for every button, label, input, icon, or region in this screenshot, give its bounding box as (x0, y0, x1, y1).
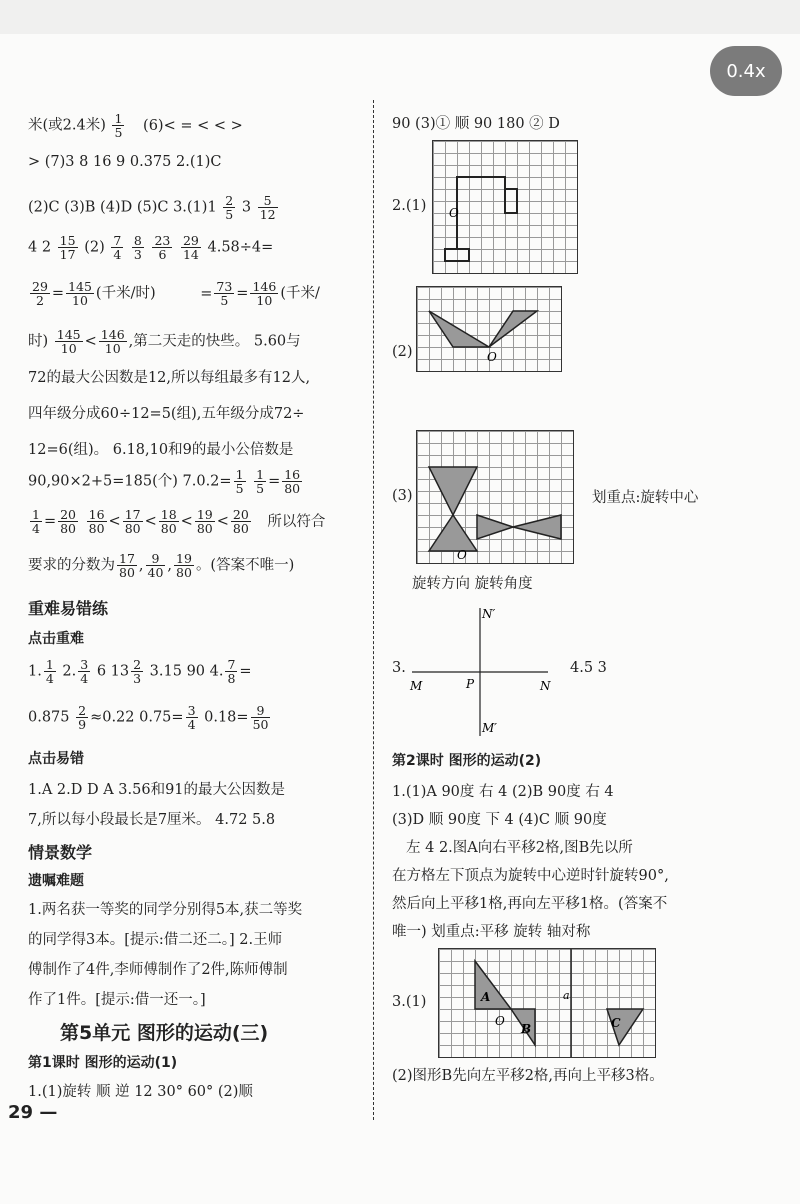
point-label: O (449, 206, 459, 220)
answer-line: 90,90×2+5=185(个) 7.0.2= $\frac{1}{5}$ $\frac{1}{5}$ = $\frac{16}{80}$ (28, 467, 301, 496)
grid-diagram-4 (438, 948, 656, 1058)
subsection-heading: 点击易错 (28, 751, 84, 767)
grid-diagram-3 (416, 430, 574, 564)
answer-line: (2)图形B先向左平移2格,再向上平移3格。 (392, 1068, 664, 1084)
svg-text:P: P (466, 677, 475, 691)
svg-text:A: A (481, 990, 491, 1004)
answer-line: 的同学得3本。[提示:借二还二。] 2.王师 (28, 932, 283, 948)
answer-line: > (7)3 8 16 9 0.375 2.(1)C (28, 154, 222, 170)
svg-text:M: M (410, 679, 423, 693)
question-label: (3) (392, 488, 413, 504)
lesson-title: 第1课时 图形的运动(1) (28, 1055, 178, 1071)
answer-line: 72的最大公因数是12,所以每组最多有12人, (28, 370, 311, 386)
key-point-note: 划重点:旋转中心 (592, 490, 699, 506)
svg-text:B: B (521, 1022, 532, 1036)
question-label: 2.(1) (392, 198, 427, 214)
answer-line: $\frac{1}{4}$ = $\frac{20}{80}$ $\frac{16}{80}$ < $\frac{17}{80}$ < $\frac{18}{80}$ < $\frac{19}{80}$ < $\frac{20}{80}$ 所以符合 (32, 507, 326, 536)
svg-text:O: O (457, 548, 467, 562)
svg-text:O: O (487, 350, 497, 364)
answer-line: 傅制作了4件,李师傅制作了2件,陈师傅制 (28, 962, 288, 978)
answer-line: 米(或2.4米) $\frac{1}{5}$ (6)< = < < > (28, 111, 243, 140)
answer-line: 四年级分成60÷12=5(组),五年级分成72÷ (28, 406, 305, 422)
column-divider (373, 100, 374, 1120)
answer-line: (2)C (3)B (4)D (5)C 3.(1)1 $\frac{2}{5}$ 3 $\frac{5}{12}$ (28, 193, 276, 222)
grid-diagram-1 (432, 140, 578, 274)
answer-line: 时) $\frac{145}{10}$ < $\frac{146}{10}$ ,第二天走的快些。 5.60与 (28, 327, 301, 356)
answer-line: 左 4 2.图A向右平移2格,图B先以所 (406, 840, 633, 856)
answer-line: 1.(1)旋转 顺 逆 12 30° 60° (2)顺 (28, 1084, 253, 1100)
answer-line: 旋转方向 旋转角度 (412, 576, 533, 592)
answer-line: 唯一) 划重点:平移 旋转 轴对称 (392, 924, 591, 940)
unit-title: 第5单元 图形的运动(三) (60, 1022, 269, 1044)
answer-line: 7,所以每小段最长是7厘米。 4.72 5.8 (28, 812, 276, 828)
answer-line: 1. $\frac{1}{4}$ 2. $\frac{3}{4}$ 6 13 $\frac{2}{3}$ 3.15 90 4. $\frac{7}{8}$ = (28, 657, 252, 686)
top-bar (0, 0, 800, 34)
section-heading: 重难易错练 (28, 599, 109, 618)
answer-line: 12=6(组)。 6.18,10和9的最小公倍数是 (28, 442, 294, 458)
lesson-title: 第2课时 图形的运动(2) (392, 753, 542, 769)
answer-line: 0.875 $\frac{2}{9}$ ≈0.22 0.75= $\frac{3}{4}$ 0.18= $\frac{9}{50}$ (28, 703, 269, 732)
svg-text:M′: M′ (482, 721, 498, 735)
answer-line: 4 2 $\frac{15}{17}$ (2) $\frac{7}{4}$ $\frac{8}{3}$ $\frac{23}{6}$ $\frac{29}{14}$ 4.58÷4= (28, 233, 274, 262)
section-heading: 情景数学 (28, 843, 93, 862)
answer-line: (3)D 顺 90度 下 4 (4)C 顺 90度 (392, 812, 607, 828)
answer-line: 作了1件。[提示:借一还一。] (28, 992, 206, 1008)
page-number: 29 — (8, 1102, 58, 1123)
fraction: $\frac{1}{5}$ (114, 111, 123, 140)
answer-line: 要求的分数为 $\frac{17}{80}$ , $\frac{9}{40}$ , $\frac{19}{80}$ 。(答案不唯一) (28, 551, 295, 580)
answer-line: 在方格左下顶点为旋转中心逆时针旋转90°, (392, 868, 669, 884)
answer-line: $\frac{29}{2}$ = $\frac{145}{10}$ (千米/时) = $\frac{73}{5}$ = $\frac{146}{10}$ (千米/ (32, 279, 320, 308)
svg-text:N′: N′ (482, 607, 496, 621)
subsection-heading: 遗嘱难题 (28, 873, 84, 889)
answer-line: 4.5 3 (570, 660, 607, 676)
answer-line: 1.(1)A 90度 右 4 (2)B 90度 右 4 (392, 784, 614, 800)
subsection-heading: 点击重难 (28, 631, 84, 647)
zoom-level-badge[interactable]: 0.4x (710, 46, 782, 96)
question-label: 3. (392, 660, 406, 676)
axis-diagram (406, 604, 556, 744)
answer-line: 1.两名获一等奖的同学分别得5本,获二等奖 (28, 902, 303, 918)
svg-text:a: a (563, 989, 570, 1002)
grid-diagram-2 (416, 286, 562, 372)
svg-text:N: N (540, 679, 551, 693)
answer-line: 90 (3)① 顺 90 180 ② D (392, 116, 560, 132)
svg-text:O: O (495, 1014, 505, 1028)
answer-line: 1.A 2.D D A 3.56和91的最大公因数是 (28, 782, 286, 798)
svg-text:C: C (611, 1016, 621, 1030)
answer-line: 然后向上平移1格,再向左平移1格。(答案不 (392, 896, 668, 912)
question-label: (2) (392, 344, 413, 360)
question-label: 3.(1) (392, 994, 427, 1010)
